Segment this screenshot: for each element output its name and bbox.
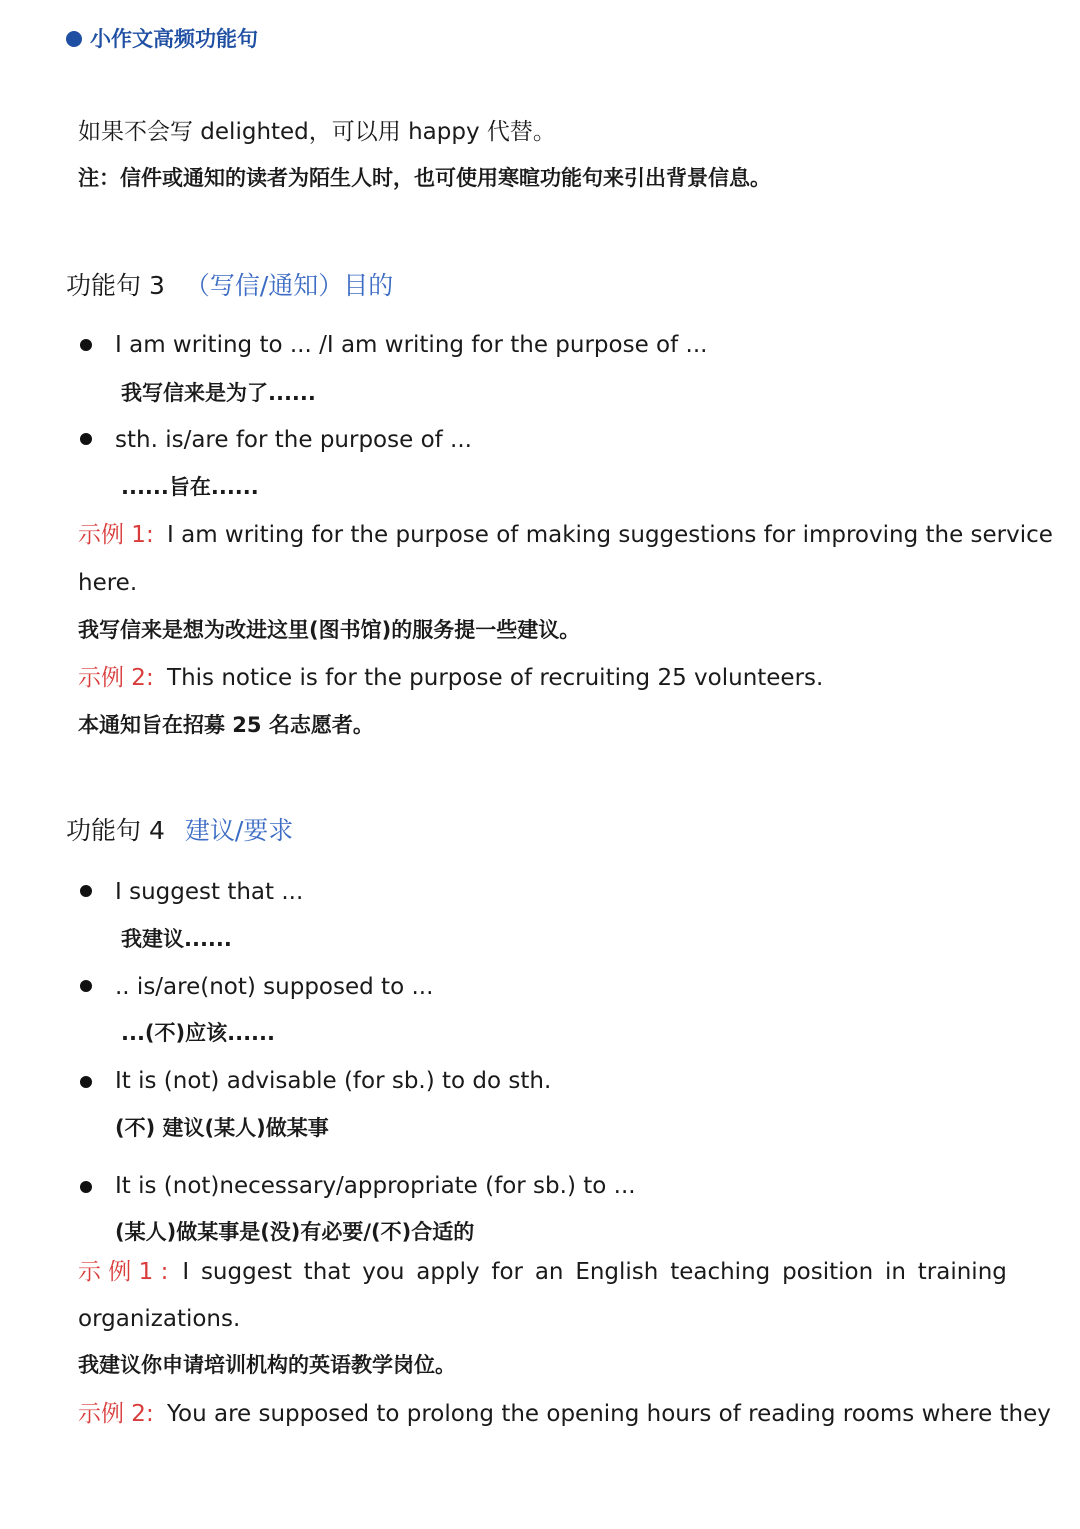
bullet-dot-icon [80,339,92,351]
section4-item-en: It is (not) advisable (for sb.) to do sth. [115,1068,552,1094]
example-word: an [534,1259,564,1285]
section4-heading-accent: 建议/要求 [184,816,294,845]
section4-example1-cn: 我建议你申请培训机构的英语教学岗位。 [78,1353,456,1377]
header-title: 小作文高频功能句 [90,27,258,51]
example-label: 示例 2: [78,665,154,691]
bullet-dot-icon [80,980,92,992]
section4-example2 [78,1399,1051,1429]
example-text: This notice is for the purpose of recruiting 25 volunteers. [167,665,824,691]
section3-example2 [78,663,823,693]
section3-example2-cn: 本通知旨在招募 25 名志愿者。 [78,713,374,737]
example-word: suggest [200,1259,292,1285]
bullet-dot-icon [80,1076,92,1088]
section4-item-en: .. is/are(not) supposed to ... [115,974,434,1000]
example-label: 示例 1: [78,522,154,548]
section3-example1 [78,520,1053,550]
intro-note: 注：信件或通知的读者为陌生人时，也可使用寒暄功能句来引出背景信息。 [78,166,771,190]
section3-item-en: sth. is/are for the purpose of ... [115,427,472,453]
section3-heading-prefix: 功能句 3 [66,271,165,300]
section4-example1-cont: organizations. [78,1306,241,1332]
section4-item-cn: ...(不)应该...... [121,1021,275,1045]
section4-item-en: It is (not)necessary/appropriate (for sb.) to ... [115,1173,636,1199]
example-word: position [782,1259,874,1285]
section3-example1-cont: here. [78,570,138,596]
section4-heading-prefix: 功能句 4 [66,816,165,845]
section3-item-en: I am writing to ... /I am writing for the purpose of ... [115,332,708,358]
section4-item-en: I suggest that ... [115,879,304,905]
example-word: teaching [670,1259,771,1285]
example-word: for [491,1259,524,1285]
example-text [182,1257,1007,1287]
section3-heading [66,270,393,302]
section4-item-cn: (不) 建议(某人)做某事 [115,1116,329,1140]
intro-line: 如果不会写 delighted，可以用 happy 代替。 [78,119,556,145]
bullet-dot-icon [80,433,92,445]
example-word: training [917,1259,1007,1285]
example-text: You are supposed to prolong the opening hours of reading rooms where they [167,1401,1051,1427]
section3-item-cn: ......旨在...... [121,475,259,499]
example-word: that [303,1259,351,1285]
example-word: you [362,1259,405,1285]
example-word: I [182,1259,190,1285]
section3-heading-accent: （写信/通知）目的 [184,271,394,300]
example-label: 示 例 1 : [78,1259,169,1285]
header-bullet-icon [66,31,82,47]
example-text: I am writing for the purpose of making suggestions for improving the service [167,522,1053,548]
section4-example1 [78,1257,1007,1287]
section4-heading [66,815,293,847]
bullet-dot-icon [80,1181,92,1193]
example-word: apply [416,1259,480,1285]
example-word: in [884,1259,906,1285]
example-label: 示例 2: [78,1401,154,1427]
section3-example1-cn: 我写信来是想为改进这里(图书馆)的服务提一些建议。 [78,618,581,642]
section4-item-cn: 我建议...... [121,927,232,951]
example-word: English [575,1259,659,1285]
section4-item-cn: (某人)做某事是(没)有必要/(不)合适的 [115,1220,475,1244]
section3-item-cn: 我写信来是为了...... [121,381,316,405]
bullet-dot-icon [80,885,92,897]
